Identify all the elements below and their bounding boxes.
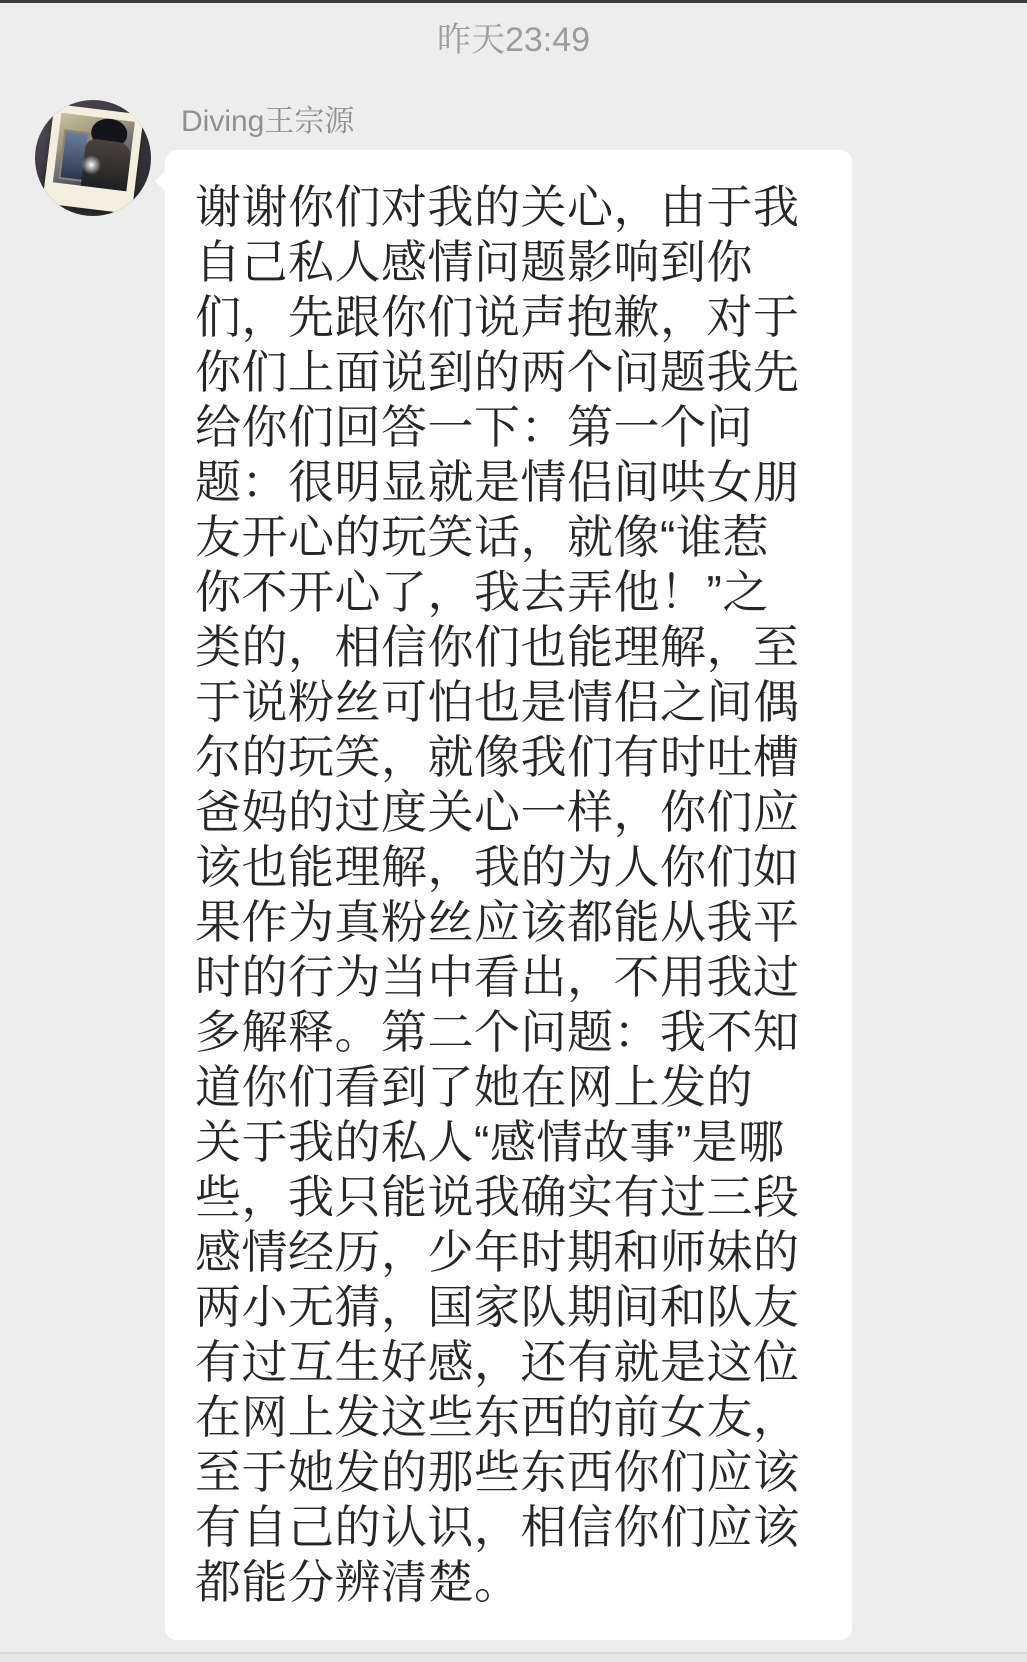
message-line: 多解释。第二个问题：我不知 (195, 1006, 800, 1058)
message-line: 关于我的私人“感情故事”是哪 (195, 1116, 785, 1168)
message-line: 时的行为当中看出，不用我过 (195, 951, 800, 1003)
message-line: 都能分辨清楚。 (195, 1556, 521, 1608)
message-line: 有过互生好感，还有就是这位 (195, 1336, 800, 1388)
message-line: 友开心的玩笑话，就像“谁惹 (195, 511, 769, 563)
message-line: 果作为真粉丝应该都能从我平 (195, 896, 800, 948)
message-bubble[interactable] (165, 150, 852, 1640)
message-line: 有自己的认识，相信你们应该 (195, 1501, 800, 1553)
sender-name: Diving王宗源 (181, 105, 355, 138)
message-line: 你们上面说到的两个问题我先 (195, 346, 800, 398)
message-line: 道你们看到了她在网上发的 (195, 1061, 753, 1113)
message-line: 于说粉丝可怕也是情侣之间偶 (195, 676, 800, 728)
message-line: 爸妈的过度关心一样，你们应 (195, 786, 800, 838)
sender-avatar[interactable] (35, 100, 151, 216)
message-line: 尔的玩笑，就像我们有时吐槽 (195, 731, 800, 783)
bubble-tail (155, 170, 166, 192)
avatar-polaroid-frame (42, 104, 144, 214)
message-line: 在网上发这些东西的前女友， (195, 1391, 800, 1443)
message-line: 给你们回答一下：第一个问 (195, 401, 753, 453)
screen-top-border (0, 0, 1027, 3)
message-line: 该也能理解，我的为人你们如 (195, 841, 800, 893)
message-line: 至于她发的那些东西你们应该 (195, 1446, 800, 1498)
message-line: 题：很明显就是情侣间哄女朋 (195, 456, 800, 508)
message-line: 谢谢你们对我的关心，由于我 (195, 181, 800, 233)
avatar-photo (53, 113, 135, 191)
message-line: 感情经历，少年时期和师妹的 (195, 1226, 800, 1278)
message-line: 两小无猜，国家队期间和队友 (195, 1281, 800, 1333)
message-line: 你不开心了，我去弄他！”之 (195, 566, 769, 618)
message-text (195, 180, 822, 1610)
message-line: 些，我只能说我确实有过三段 (195, 1171, 800, 1223)
message-line: 类的，相信你们也能理解，至 (195, 621, 800, 673)
input-bar-top-strip (0, 1654, 1027, 1662)
message-line: 们，先跟你们说声抱歉，对于 (195, 291, 800, 343)
chat-timestamp: 昨天23:49 (436, 21, 591, 59)
message-line: 自己私人感情问题影响到你 (195, 236, 753, 288)
